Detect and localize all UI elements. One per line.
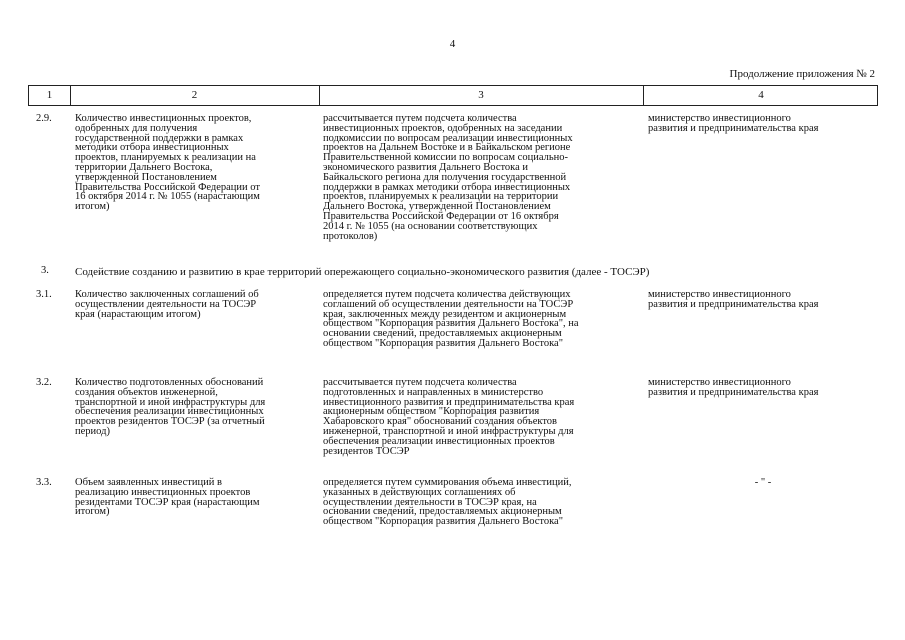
header-col-4: 4 xyxy=(758,89,764,101)
row-number: 2.9. xyxy=(36,113,52,124)
row-number: 3.1. xyxy=(36,289,52,300)
method-text: определяется путем суммирования объема инвестиций, указанных в действующих соглашениях об осуществлении деятельности в ТОСЭР края, на основании сведений, предоставляемых акционерным обществом "Корпорация развития Дальнего Востока" xyxy=(323,477,572,528)
method-text: рассчитывается путем подсчета количества инвестиционных проектов, одобренных на заседании подкомиссии по вопросам реализации инвестиционных проектов на Дальнем Востоке и в Байкальском регионе Правительственной комиссии по вопросам социально- экономического развития Дальнего Востока и Байкальского региона для получения государственной поддержки в рамках методики отбора инвестиционных проектов, планируемых к реализации на территории Дальнего Востока, утвержденной Постановлением Правительства Российской Федерации от 16 октября 2014 г. № 1055 (на основании соответствующих протоколов) xyxy=(323,113,573,242)
header-col-2: 2 xyxy=(191,89,198,101)
indicator-text: Количество заключенных соглашений об осуществлении деятельности на ТОСЭР края (нарастающим итогом) xyxy=(75,289,259,320)
row-number: 3.2. xyxy=(36,377,52,388)
continuation-label: Продолжение приложения № 2 xyxy=(729,68,875,80)
table-header xyxy=(28,85,878,106)
section-title: Содействие созданию и развитию в крае территорий опережающего социально-экономического развития (далее - ТОСЭР) xyxy=(75,266,650,278)
header-col-3: 3 xyxy=(478,89,484,101)
indicator-text: Количество подготовленных обоснований создания объектов инженерной, транспортной и иной инфраструктуры для обеспечения реализации инвестиционных проектов резидентов ТОСЭР (за отчетный период) xyxy=(75,377,266,437)
responsible-text: министерство инвестиционного развития и предпринимательства края xyxy=(648,289,819,310)
responsible-text: министерство инвестиционного развития и предпринимательства края xyxy=(648,113,819,134)
page-number: 4 xyxy=(449,38,456,50)
indicator-text: Количество инвестиционных проектов, одобренных для получения государственной поддержки в рамках методики отбора инвестиционных проектов, планируемых к реализации на территории Дальнего Востока, утвержденной Постановлением Правительства Российской Федерации от 16 октября 2014 г. № 1055 (нарастающим итогом) xyxy=(75,113,260,213)
section-number: 3. xyxy=(41,265,49,276)
method-text: рассчитывается путем подсчета количества подготовленных и направленных в министерство инвестиционного развития и предпринимательства края акционерным обществом "Корпорация развития Хабаровского края" обоснований создания объектов инженерной, транспортной и иной инфраструктуры для обеспечения реализации инвестиционных проектов резидентов ТОСЭР xyxy=(323,377,575,457)
row-number: 3.3. xyxy=(36,477,52,488)
header-col-1: 1 xyxy=(46,89,53,101)
indicator-text: Объем заявленных инвестиций в реализацию инвестиционных проектов резидентами ТОСЭР края (нарастающим итогом) xyxy=(75,477,260,518)
responsible-ditto: - " - xyxy=(754,477,772,488)
method-text: определяется путем подсчета количества действующих соглашений об осуществлении деятельности на ТОСЭР края, заключенных между резидентом и акционерным обществом "Корпорация развития Дальнего Востока", на основании сведений, предоставляемых акционерным обществом "Корпорация развития Дальнего Востока" xyxy=(323,289,579,349)
responsible-text: министерство инвестиционного развития и предпринимательства края xyxy=(648,377,819,398)
